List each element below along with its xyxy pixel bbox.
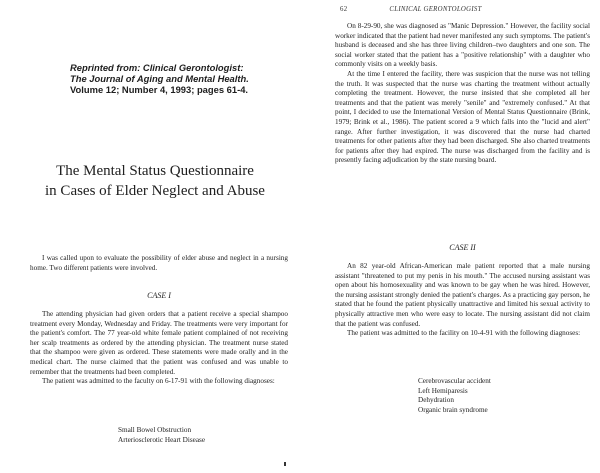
reprint-notice [70,62,285,95]
journal-running-title: CLINICAL GERONTOLOGIST [389,6,482,13]
case-1-heading: CASE I [147,291,171,300]
case-1-paragraph-1: The attending physician had given orders that a patient receive a special shampoo treatment every Monday, Wednesday and Friday. The treatments were very important for the patient's comfort. The 77 year-old white female patient complained of not receiving her scalp treatments as ordered by the attending physician. The treatment nurse stated that the shampoo were given as ordered. These statements were made orally and in the medical chart. The nurse claimed that the patient was confused and was unable to remember that the treatments had been completed. [30,310,288,376]
title-line-1: The Mental Status Questionnaire [56,163,254,179]
page-number: 62 [340,6,348,13]
article-title [20,161,290,201]
reprint-line-3: Volume 12; Number 4, 1993; pages 61-4. [70,84,249,95]
case-1-paragraph-2: The patient was admitted to the faculty on 6-17-91 with the following diagnoses: [42,377,275,386]
case-2-paragraph-1: An 82 year-old African-American male patient reported that a male nursing assistant "threatened to put my penis in his mouth." The accused nursing assistant was open about his homosexuality and was known to be gay when he was hired. However, the nursing assistant strongly denied the patient's charges. As a practicing gay person, he stated that he found the patient physically unattractive and limited his sexual activity to physically attractive men who were easy to locate. The nursing assistant did not claim that the patient was confused. [335,262,590,328]
case-2-paragraph-2: The patient was admitted to the facility on 10-4-91 with the following diagnoses: [347,329,581,338]
diagnosis-item: Small Bowel Obstruction [118,426,192,434]
diagnosis-item: Cerebrovascular accident [418,377,491,385]
title-line-2: in Cases of Elder Neglect and Abuse [45,183,265,199]
diagnosis-item: Dehydration [418,396,454,405]
page-mark [284,462,286,466]
right-paragraph-1: On 8-29-90, she was diagnosed as "Manic Depression." However, the facility social worker indicated that the patient had never manifested any such symptoms. The patient's husband is deceased and she has three living children–two daughters and one son. The social worker stated that the patient has a "positive relationship" with a daughter who commonly visits on a weekly basis. [335,22,590,69]
case-1-diagnoses [118,426,298,445]
case-2-diagnoses [418,377,588,415]
right-paragraph-2: At the time I entered the facility, there was suspicion that the nurse was not telling the truth. It was suspected that the nurse was charting the treatment without actually completing the treatment. However, the nurse insisted that she completed all her treatments and that the patient was merely "senile" and "extremely confused." At that point, I decided to use the International Version of Mental Status Questionnaire (Brink, 1979; Brink et al., 1986). The patient scored a 9 which falls into the "lucid and alert" range. After further investigation, it was discovered that the nurse had charted treatments for other patients after they had been discharged. She also charted treatments for patients after they had expired. The nurse was discharged from the facility and is presently facing adjudication by the state nursing board. [335,69,590,165]
intro-paragraph [30,254,288,273]
case-1-body [30,310,288,387]
case-2-body [335,262,590,339]
case-2-heading: CASE II [449,243,476,252]
reprint-line-1: Reprinted from: Clinical Gerontologist: [70,62,244,73]
diagnosis-item: Organic brain syndrome [418,405,488,414]
intro-text: I was called upon to evaluate the possibility of elder abuse and neglect in a nursing home. Two different patients were involved. [30,254,288,272]
diagnosis-item: Left Hemiparesis [418,386,468,395]
right-column-body [335,22,590,166]
reprint-line-2: The Journal of Aging and Mental Health. [70,73,249,84]
running-head [340,6,482,13]
diagnosis-item: Arteriosclerotic Heart Disease [118,435,206,444]
